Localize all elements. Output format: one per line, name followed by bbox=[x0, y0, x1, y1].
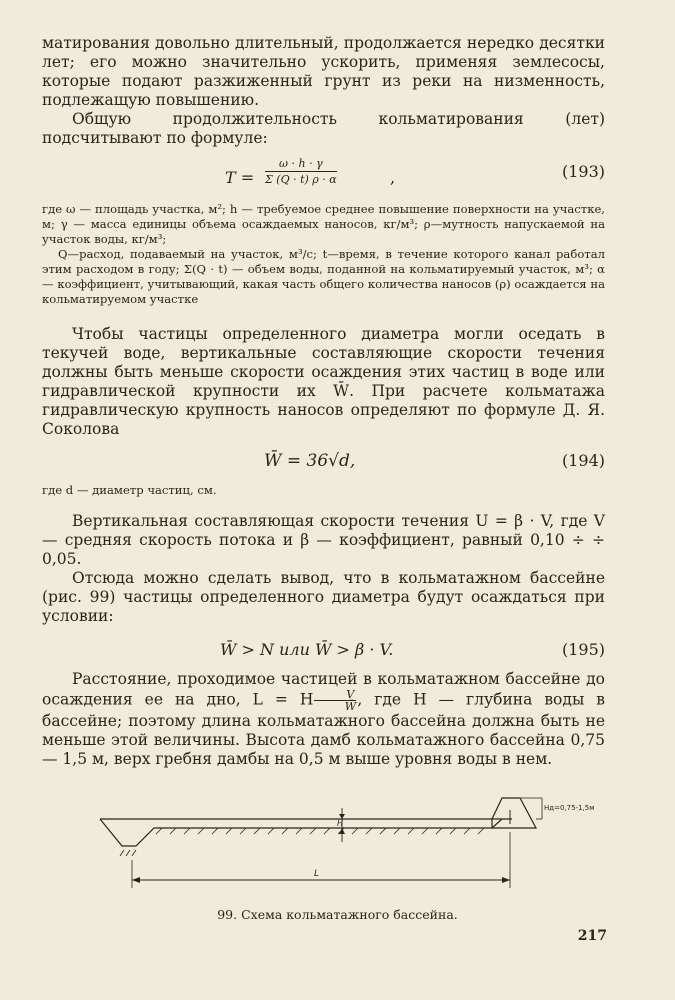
basin-diagram bbox=[92, 788, 612, 898]
paragraph-4: Вертикальная составляющая скорости течения U = β · V, где V — средняя скорость потока и β — коэффициент, равный 0,10 ÷ ÷ 0,05. bbox=[42, 512, 605, 568]
formula-195-number: (195) bbox=[561, 640, 605, 659]
formula-195-expression: W̄ > N или W̄ > β · V. bbox=[220, 640, 394, 659]
basin-bottom-profile bbox=[100, 819, 502, 846]
depth-label: H bbox=[337, 819, 344, 828]
bottom-hatching bbox=[156, 828, 484, 834]
legend-193-a: где ω — площадь участка, м²; h — требуемое среднее повышение поверхности на участке, м; γ — масса единицы объема осаждаемых наносов, кг/м³; ρ—мутность напускаемой на участок воды, кг/м³; bbox=[42, 202, 605, 246]
paragraph-3: Чтобы частицы определенного диаметра могли оседать в текучей воде, вертикальные составляющие скорости течения должны быть меньше скорости осаждения этих частиц в воде или гидравлической крупности их W̄. При расчете кольматажа гидравлическую крупность наносов определяют по формуле Д. Я. Соколова bbox=[42, 325, 605, 438]
legend-193-b: Q—расход, подаваемый на участок, м³/с; t—время, в течение которого канал работал этим расходом в году; Σ(Q · t) — объем воды, поданной на кольматируемый участок, м³; α — коэффициент, учитывающий, какая часть общего количества наносов (ρ) осаждается на кольматируемом участке bbox=[42, 247, 605, 306]
paragraph-1: матирования довольно длительный, продолжается нередко десятки лет; его можно значительно ускорить, применяя землесосы, которые подают разжиженный грунт из реки на низменность, подлежащую повышению. bbox=[42, 34, 605, 109]
formula-193-comma: , bbox=[390, 168, 396, 187]
depth-arrow-bottom-head bbox=[339, 828, 345, 834]
paragraph-5: Отсюда можно сделать вывод, что в кольматажном бассейне (рис. 99) частицы определенного диаметра будут осаждаться при условии: bbox=[42, 569, 605, 625]
formula-193-denominator: Σ (Q · t) ρ · α bbox=[265, 173, 337, 186]
formula-193-lhs: T = bbox=[225, 168, 255, 187]
paragraph-2: Общую продолжительность кольматирования (лет) подсчитывают по формуле: bbox=[42, 110, 605, 147]
formula-193-number: (193) bbox=[561, 162, 605, 181]
dam bbox=[492, 798, 536, 828]
paragraph-6 bbox=[42, 670, 605, 769]
legend-194: где d — диаметр частиц, см. bbox=[42, 483, 217, 497]
paragraph-6-fraction bbox=[314, 689, 356, 712]
paragraph-6-end: , где H — глубина воды в бассейне; поэтому длина кольматажного бассейна должна быть не меньше этой величины. Высота дамб кольматажного бассейна 0,75 — 1,5 м, верх гребня дамбы на 0,5 м выше уровня воды в нем. bbox=[42, 690, 605, 768]
paragraph-6-start: Расстояние, проходимое частицей в кольматажном бассейне до осаждения ее на дно, L = H bbox=[42, 670, 605, 709]
formula-194-expression: W̄ = 36√d, bbox=[264, 451, 356, 471]
paragraph-6-fraction-num: V bbox=[314, 689, 356, 701]
formula-194-number: (194) bbox=[561, 451, 605, 470]
formula-195 bbox=[42, 632, 605, 666]
formula-193-numerator: ω · h · γ bbox=[265, 156, 337, 172]
page-number: 217 bbox=[577, 928, 607, 944]
formula-193-fraction bbox=[265, 156, 337, 188]
dam-height-label: Hд=0,75-1,5м bbox=[544, 804, 595, 812]
ditch-hatching bbox=[120, 850, 136, 856]
page-body bbox=[42, 34, 605, 769]
length-arrow-left bbox=[132, 877, 140, 883]
figure-caption: 99. Схема кольматажного бассейна. bbox=[217, 907, 458, 922]
formula-194 bbox=[42, 445, 605, 479]
paragraph-6-fraction-den: W̄ bbox=[344, 700, 357, 713]
length-label: L bbox=[314, 869, 320, 879]
formula-193 bbox=[42, 154, 605, 198]
length-arrow-right bbox=[502, 877, 510, 883]
